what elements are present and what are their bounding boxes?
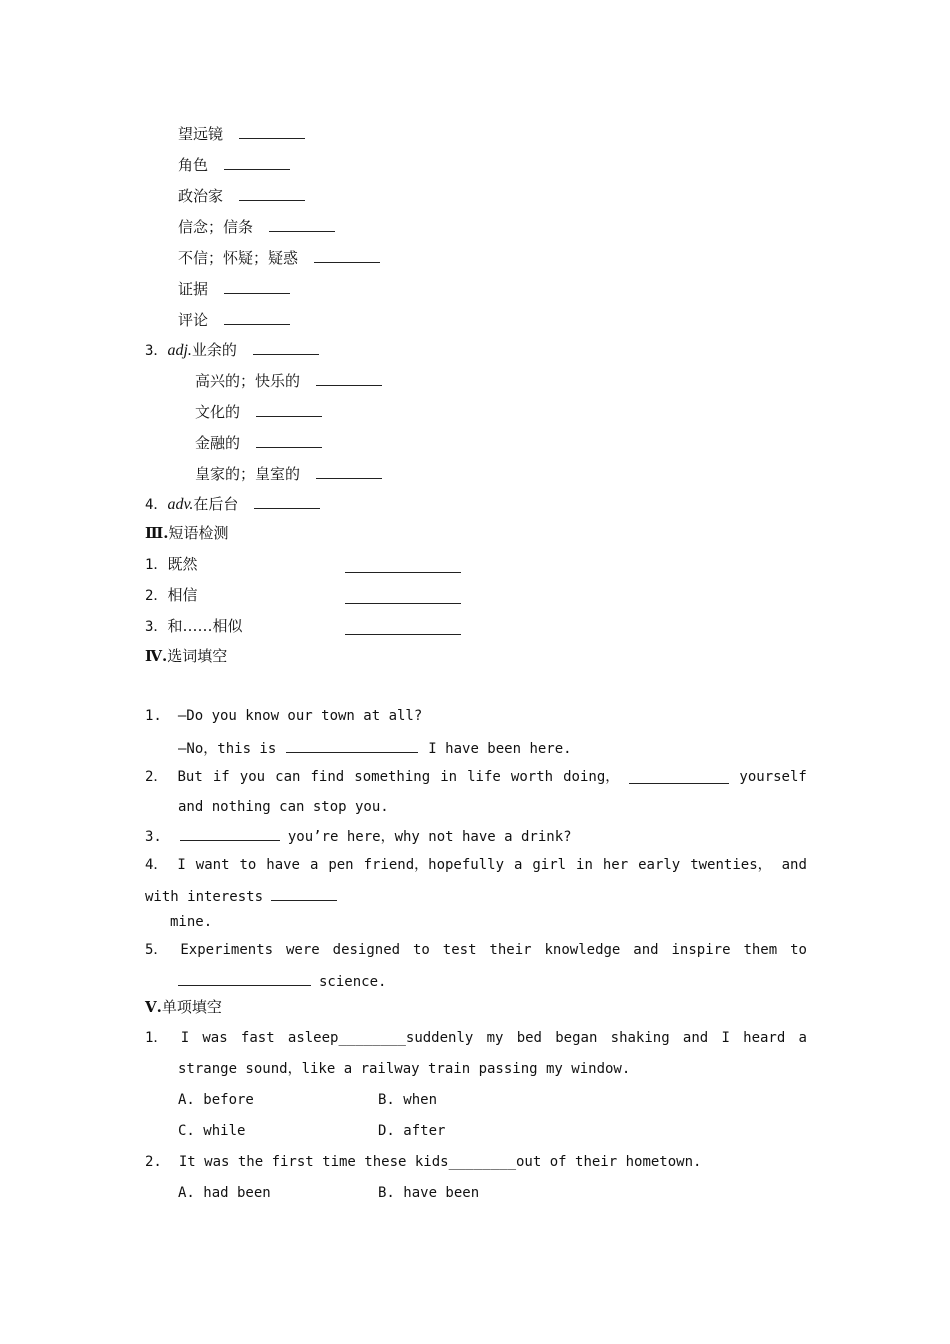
vocab-item xyxy=(195,434,322,451)
question-number: 4． xyxy=(145,857,168,873)
question-word: something xyxy=(354,769,431,785)
question-number: 2. xyxy=(145,1154,162,1170)
answer-blank[interactable] xyxy=(286,739,418,753)
phrase-term: 和……相似 xyxy=(167,617,243,635)
vocab-item xyxy=(178,125,305,142)
question-word: if xyxy=(212,769,230,785)
question-text: —Do you know our town at all? xyxy=(177,708,423,724)
question-word: their xyxy=(489,942,532,958)
question-word: yourself xyxy=(739,769,807,785)
question-word: friend，hopefully xyxy=(363,857,505,873)
vocab-item xyxy=(178,249,380,266)
question-word: to xyxy=(790,942,807,958)
answer-blank[interactable] xyxy=(629,770,729,784)
section-title: 单项填空 xyxy=(161,998,222,1016)
question-line xyxy=(145,709,422,723)
phrase-term: 既然 xyxy=(167,555,198,573)
question-word: in xyxy=(576,857,593,873)
question-line xyxy=(145,1155,701,1169)
question-word: life xyxy=(467,769,501,785)
answer-blank[interactable] xyxy=(239,187,305,201)
vocab-term: 不信；怀疑；疑惑 xyxy=(178,249,299,267)
question-word: shaking xyxy=(610,1030,670,1046)
option-label: B. have been xyxy=(378,1185,480,1201)
answer-blank[interactable] xyxy=(224,156,290,170)
item-number: 3． xyxy=(145,343,168,359)
question-word: test xyxy=(442,942,477,958)
answer-blank[interactable] xyxy=(224,280,290,294)
question-word: fast xyxy=(240,1030,275,1046)
section-heading xyxy=(145,649,227,664)
phrase-item xyxy=(145,557,197,572)
vocab-term: 皇家的；皇室的 xyxy=(195,465,301,483)
question-text: you’re here，why not have a drink? xyxy=(287,829,572,845)
answer-blank[interactable] xyxy=(345,621,461,635)
question-word: can xyxy=(275,769,301,785)
question-line xyxy=(145,1031,807,1045)
vocab-item xyxy=(195,372,382,389)
vocab-adv-item xyxy=(145,495,320,513)
question-word: were xyxy=(286,942,320,958)
section-numeral: Ⅲ. xyxy=(145,524,169,542)
option-label: A. before xyxy=(178,1092,254,1108)
question-word: in xyxy=(440,769,458,785)
question-word: pen xyxy=(328,857,354,873)
question-text: science. xyxy=(319,974,387,990)
question-word: a xyxy=(798,1030,807,1046)
answer-blank[interactable] xyxy=(178,972,311,986)
question-word: them xyxy=(743,942,778,958)
question-word: a xyxy=(309,857,319,873)
answer-option[interactable] xyxy=(378,1093,437,1107)
question-line xyxy=(178,800,389,814)
question-line xyxy=(145,827,572,844)
answer-blank[interactable] xyxy=(256,403,322,417)
question-text: strange sound，like a railway train passing my window. xyxy=(178,1061,631,1077)
vocab-term: 评论 xyxy=(178,311,209,329)
question-text: and nothing can stop you. xyxy=(178,799,389,815)
vocab-term: 信念；信条 xyxy=(178,218,254,236)
answer-blank[interactable] xyxy=(239,125,305,139)
question-word: designed xyxy=(332,942,401,958)
question-word: was xyxy=(202,1030,228,1046)
option-label: C. while xyxy=(178,1123,246,1139)
question-word: began xyxy=(555,1030,598,1046)
answer-blank[interactable] xyxy=(316,465,382,479)
question-word: to xyxy=(413,942,430,958)
option-label: A. had been xyxy=(178,1185,271,1201)
question-word: to xyxy=(239,857,257,873)
vocab-item xyxy=(178,156,290,173)
question-line xyxy=(145,887,337,904)
section-title: 选词填空 xyxy=(167,647,228,665)
item-number: 4． xyxy=(145,497,168,513)
vocab-item xyxy=(178,311,290,328)
answer-blank[interactable] xyxy=(314,249,380,263)
section-heading xyxy=(145,526,229,541)
answer-blank[interactable] xyxy=(254,495,320,509)
question-word: asleep________suddenly xyxy=(287,1030,474,1046)
vocab-term: 文化的 xyxy=(195,403,241,421)
question-word: doing， xyxy=(563,769,620,785)
question-text: —No，this is xyxy=(178,741,277,757)
section-title: 短语检测 xyxy=(168,524,229,542)
question-word: you xyxy=(239,769,266,785)
question-word: twenties， xyxy=(690,857,772,873)
part-of-speech: adv. xyxy=(167,496,194,513)
question-number: 2． xyxy=(145,769,168,785)
answer-blank[interactable] xyxy=(224,311,290,325)
phrase-item xyxy=(145,588,197,603)
question-word: want xyxy=(195,857,230,873)
phrase-item xyxy=(145,619,242,634)
answer-blank[interactable] xyxy=(256,434,322,448)
answer-blank[interactable] xyxy=(253,341,319,355)
answer-blank[interactable] xyxy=(271,887,337,901)
question-word: and xyxy=(781,857,807,873)
question-word: Experiments xyxy=(180,942,274,958)
option-label: B. when xyxy=(378,1092,438,1108)
question-line xyxy=(178,972,386,989)
vocab-adj-heading xyxy=(145,341,319,359)
option-label: D. after xyxy=(378,1123,446,1139)
vocab-item xyxy=(178,280,290,297)
vocab-term: 政治家 xyxy=(178,187,224,205)
item-number: 3． xyxy=(145,619,168,635)
question-word: a xyxy=(513,857,523,873)
vocab-item xyxy=(178,218,335,235)
question-word: girl xyxy=(532,857,567,873)
vocab-term: 高兴的；快乐的 xyxy=(195,372,301,390)
question-number: 1． xyxy=(145,1030,168,1046)
question-text: mine. xyxy=(170,914,213,930)
question-word: have xyxy=(266,857,300,873)
answer-blank[interactable] xyxy=(180,827,280,841)
vocab-term: 在后台 xyxy=(193,495,239,513)
question-line xyxy=(145,770,807,784)
question-word: I xyxy=(721,1030,730,1046)
question-line xyxy=(170,915,212,929)
section-numeral: Ⅴ. xyxy=(145,998,162,1016)
question-word: and xyxy=(682,1030,709,1046)
vocab-item xyxy=(178,187,305,204)
question-word: bed xyxy=(516,1030,542,1046)
question-word: But xyxy=(177,769,203,785)
question-word: find xyxy=(310,769,345,785)
question-line xyxy=(145,943,807,957)
answer-blank[interactable] xyxy=(345,590,461,604)
vocab-term: 业余的 xyxy=(191,341,237,359)
question-word: worth xyxy=(510,769,554,785)
phrase-term: 相信 xyxy=(167,586,198,604)
vocab-item xyxy=(195,403,322,420)
question-number: 5． xyxy=(145,942,168,958)
question-number: 1. xyxy=(145,708,162,724)
vocab-term: 证据 xyxy=(178,280,209,298)
section-heading xyxy=(145,1000,222,1015)
question-word: inspire xyxy=(671,942,731,958)
question-line xyxy=(145,858,807,872)
question-line xyxy=(178,739,572,756)
question-word: I xyxy=(177,857,186,873)
answer-option[interactable] xyxy=(378,1124,445,1138)
question-word: and xyxy=(633,942,659,958)
question-text: I have been here. xyxy=(428,741,572,757)
part-of-speech: adj. xyxy=(167,342,192,359)
answer-option[interactable] xyxy=(178,1186,271,1200)
answer-blank[interactable] xyxy=(269,218,335,232)
question-word: heard xyxy=(743,1030,786,1046)
question-line xyxy=(178,1062,630,1076)
answer-option[interactable] xyxy=(178,1093,254,1107)
question-word: her xyxy=(602,857,629,873)
vocab-item xyxy=(195,465,382,482)
answer-blank[interactable] xyxy=(316,372,382,386)
answer-blank[interactable] xyxy=(345,559,461,573)
question-word: early xyxy=(638,857,681,873)
question-word: I xyxy=(180,1030,190,1046)
vocab-term: 金融的 xyxy=(195,434,241,452)
question-text: with interests xyxy=(145,889,264,905)
question-text: It was the first time these kids________out of their hometown. xyxy=(178,1154,702,1170)
vocab-term: 角色 xyxy=(178,156,209,174)
vocab-term: 望远镜 xyxy=(178,125,224,143)
item-number: 1． xyxy=(145,557,168,573)
question-word: my xyxy=(486,1030,504,1046)
item-number: 2． xyxy=(145,588,168,604)
question-word: knowledge xyxy=(544,942,621,958)
answer-option[interactable] xyxy=(178,1124,245,1138)
section-numeral: Ⅳ. xyxy=(145,647,168,665)
answer-option[interactable] xyxy=(378,1186,479,1200)
question-number: 3. xyxy=(145,829,162,845)
